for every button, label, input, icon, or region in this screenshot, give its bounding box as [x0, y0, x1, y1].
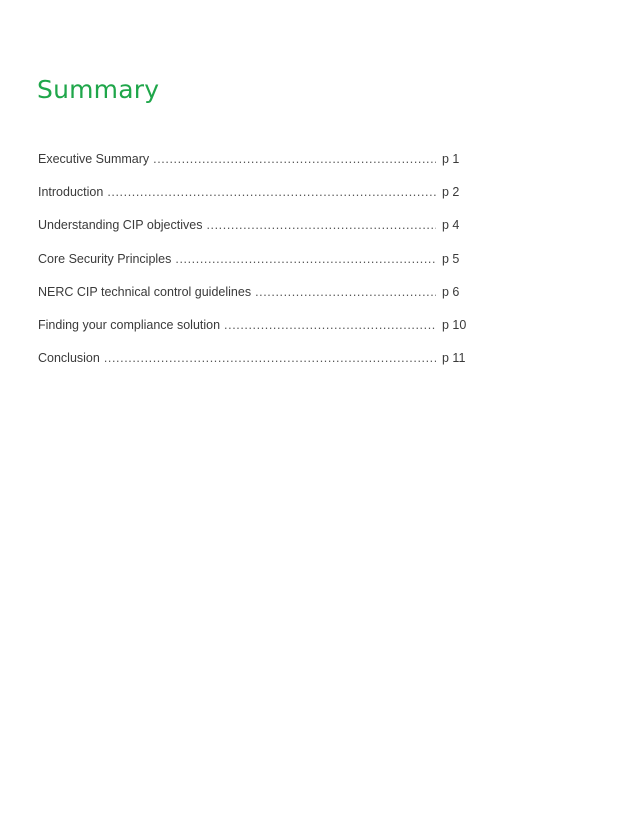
toc-dot-leader: [224, 316, 436, 334]
toc-entry-conclusion: [38, 349, 470, 382]
toc-dot-leader: [255, 283, 436, 301]
toc-entry-page: p 4: [442, 218, 460, 233]
toc-dot-leader: [107, 183, 436, 201]
toc-entry-label: NERC CIP technical control guidelines: [38, 284, 252, 299]
toc-entry-label: Finding your compliance solution: [38, 317, 221, 332]
toc-entry-executive-summary: [38, 150, 470, 183]
toc-entry-page: p 5: [442, 251, 460, 266]
toc-dot-leader: [175, 250, 436, 268]
toc-entry-page: p 1: [442, 152, 460, 166]
toc-entry-label: Introduction: [38, 185, 104, 200]
toc-entry-understanding-cip: [38, 216, 470, 249]
toc-entry-page: p 6: [442, 284, 460, 299]
toc-entry-compliance-solution: [38, 316, 470, 349]
toc-dot-leader: [153, 150, 436, 168]
toc-entry-label: Executive Summary: [38, 152, 150, 166]
page-title: Summary: [37, 75, 160, 104]
toc-dot-leader: [206, 216, 436, 234]
toc-entry-page: p 2: [442, 185, 460, 200]
toc-entry-nerc-cip-guidelines: [38, 283, 470, 316]
toc-entry-label: Conclusion: [38, 351, 100, 366]
table-of-contents: [38, 150, 470, 382]
toc-entry-core-security: [38, 250, 470, 283]
toc-entry-page: p 10: [442, 317, 467, 332]
toc-dot-leader: [104, 349, 436, 367]
toc-entry-introduction: [38, 183, 470, 216]
toc-entry-label: Understanding CIP objectives: [38, 218, 203, 233]
toc-entry-label: Core Security Principles: [38, 251, 172, 266]
toc-entry-page: p 11: [442, 351, 466, 366]
